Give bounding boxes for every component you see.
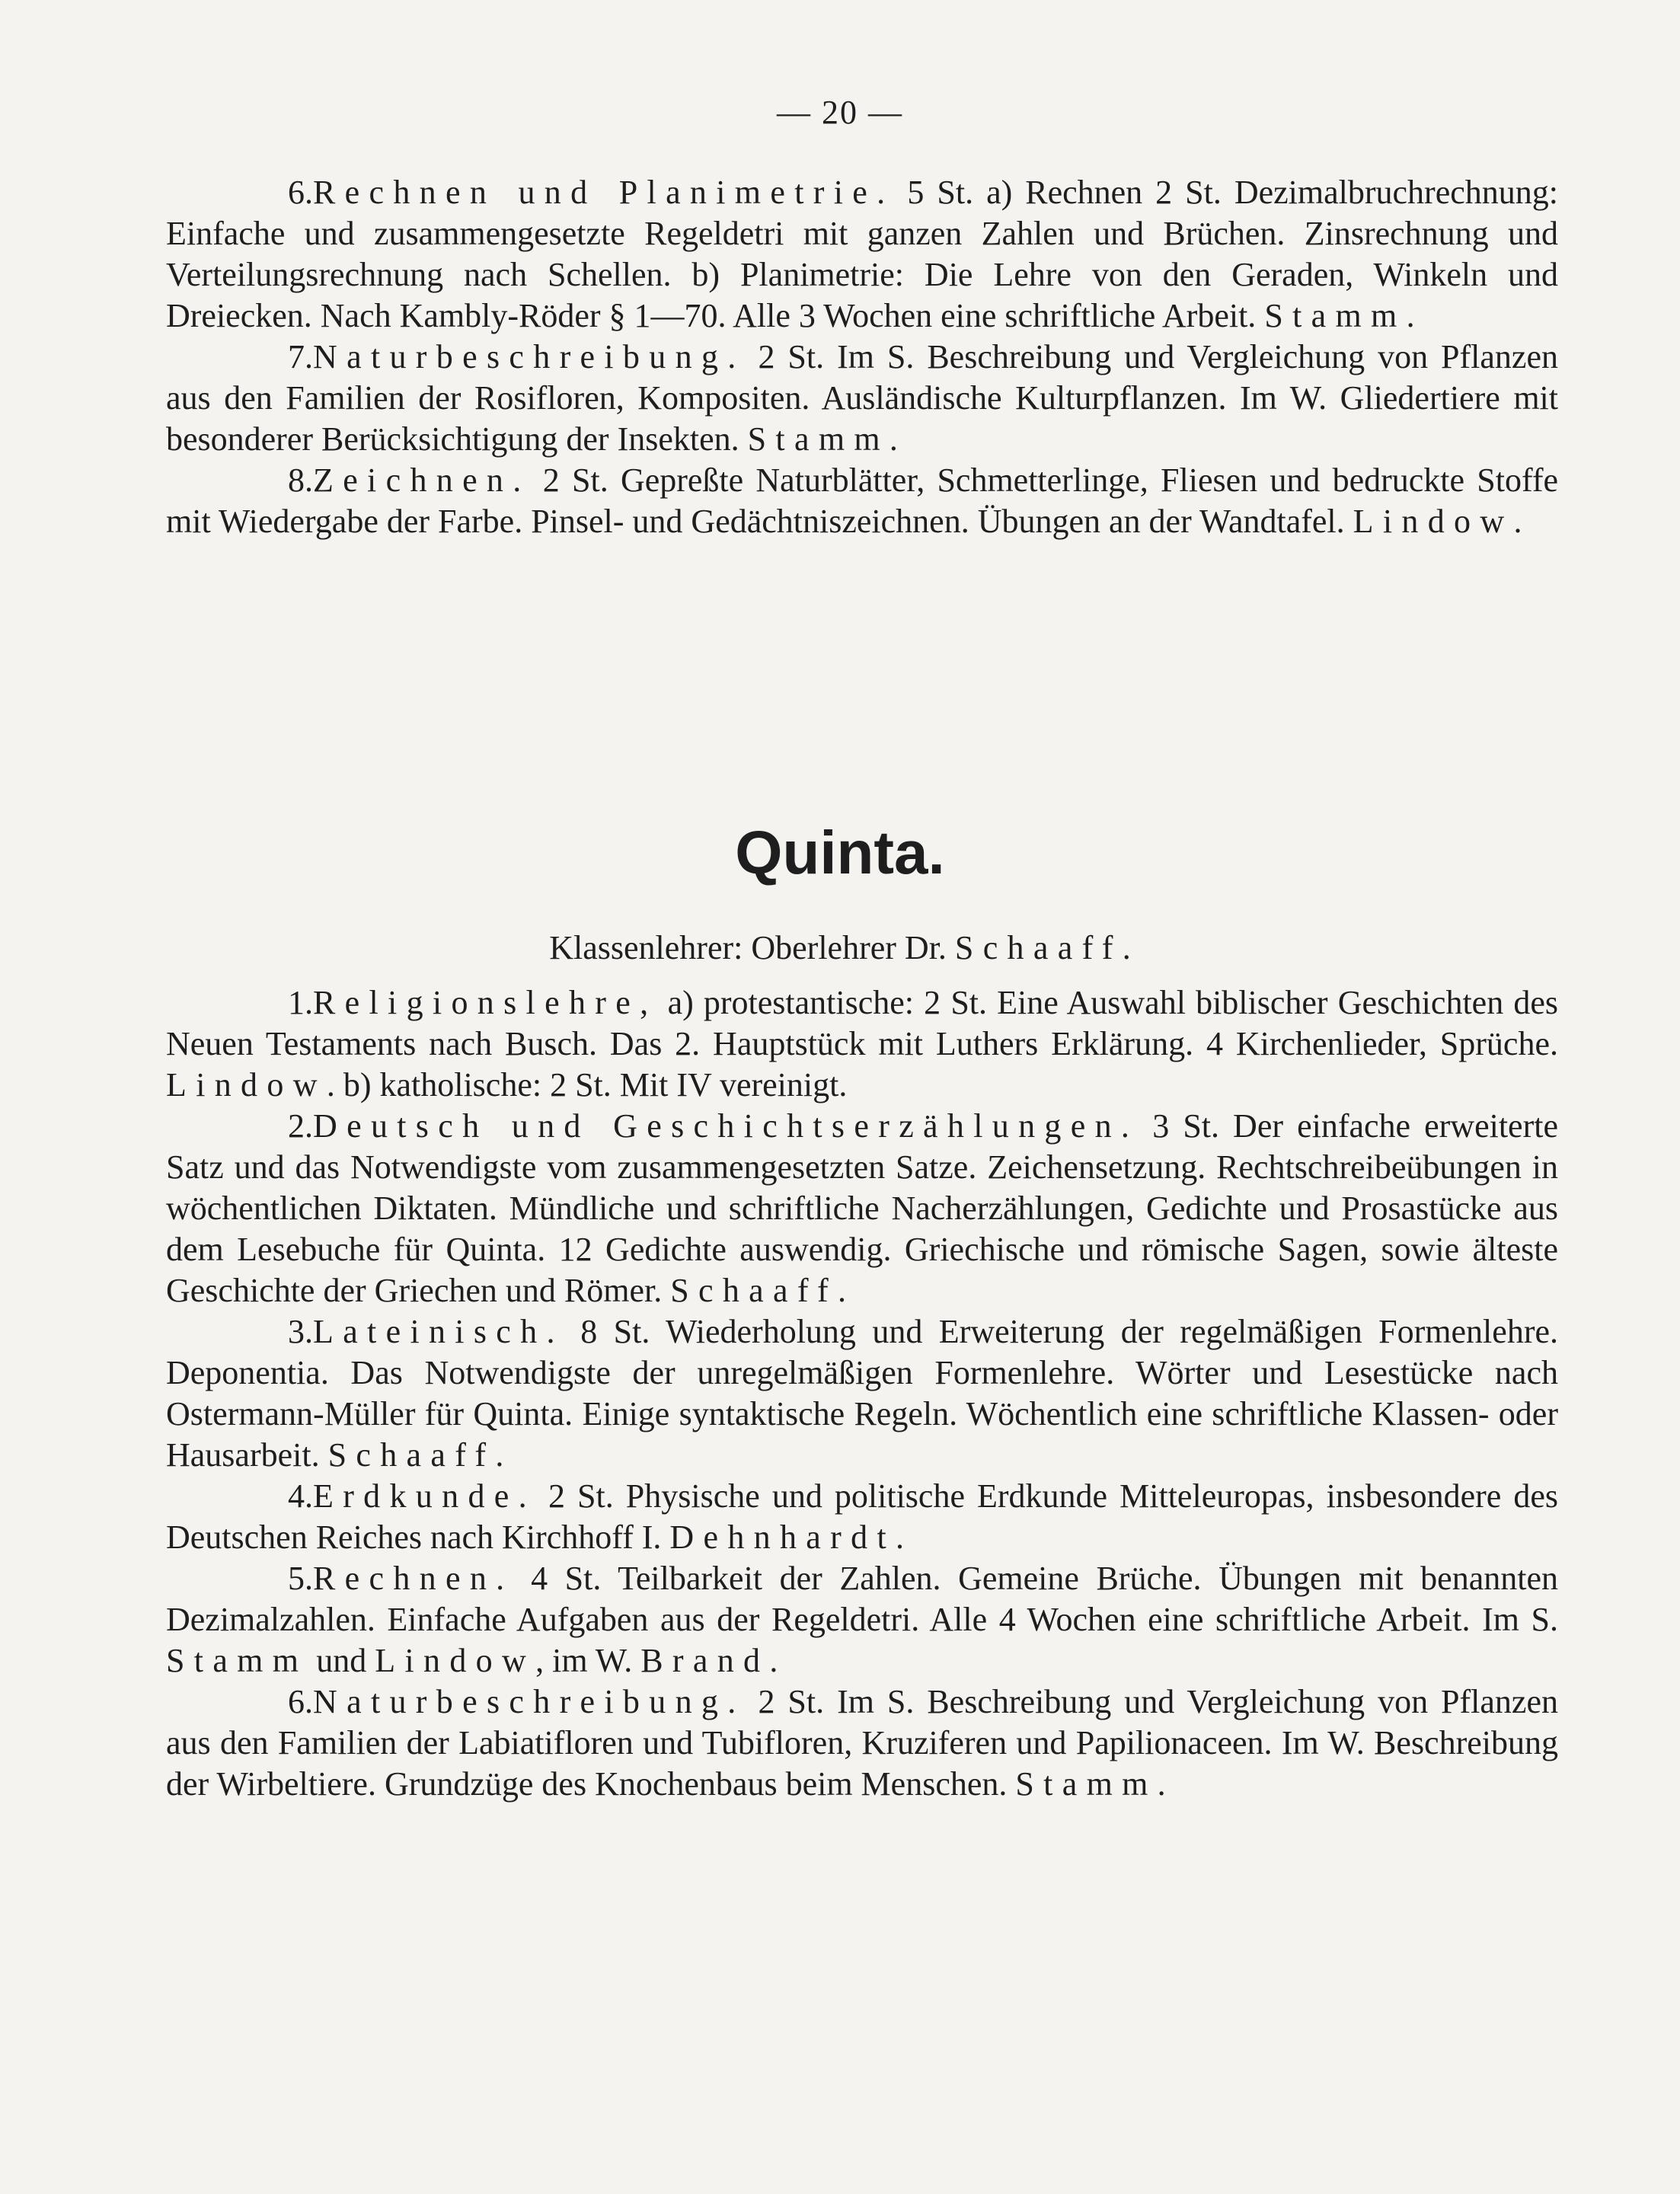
- teacher-name: Stamm: [747, 420, 890, 458]
- teacher-name: Lindow: [1353, 503, 1514, 540]
- item-number: 8.: [288, 461, 313, 499]
- subject-title: Rechnen und Planimetrie.: [313, 174, 895, 211]
- teacher-name: Stamm: [1264, 297, 1407, 334]
- class-teacher-end: .: [1122, 929, 1131, 966]
- item-end: .: [838, 1272, 847, 1309]
- item-end: .: [889, 420, 898, 458]
- class-teacher-label: Klassenlehrer: Oberlehrer Dr.: [549, 929, 955, 966]
- paragraph-deutsch: [166, 1106, 1558, 1311]
- teacher-name: Stamm: [1015, 1765, 1158, 1803]
- paragraph-rechnen: [166, 1558, 1558, 1681]
- subject-title: Erdkunde.: [313, 1477, 536, 1515]
- paragraph-naturbeschreibung: [166, 337, 1558, 460]
- item-end: .: [896, 1519, 904, 1556]
- section-heading: Quinta.: [735, 819, 945, 886]
- item-text: . b) katholische: 2 St. Mit IV vereinigt.: [326, 1066, 848, 1103]
- subject-title: Naturbeschreibung.: [313, 1683, 746, 1720]
- item-number: 4.: [288, 1477, 313, 1515]
- item-end: .: [769, 1642, 778, 1679]
- paragraph-zeichnen: [166, 460, 1558, 542]
- paragraph-naturbeschreibung-quinta: [166, 1681, 1558, 1805]
- paragraph-erdkunde: [166, 1476, 1558, 1558]
- page-number: — 20 —: [777, 94, 903, 131]
- item-end: .: [1157, 1765, 1166, 1803]
- item-text: 2 St. Im S. Beschreibung und Vergleichung von Pflanzen aus den Familien der Rosifloren, Kompositen. Ausländische Kulturpflanzen. Im W. Gliedertiere mit besonderer Berücksichtigung der Insekten.: [166, 338, 1558, 458]
- item-text: 2 St. Gepreßte Naturblätter, Schmetterlinge, Fliesen und bedruckte Stoffe mit Wiedergabe der Farbe. Pinsel- und Gedächtniszeichnen. Übungen an der Wandtafel.: [166, 461, 1558, 540]
- item-text: 2 St. Physische und politische Erdkunde Mitteleuropas, insbesondere des Deutschen Reiches nach Kirchhoff I.: [166, 1477, 1558, 1556]
- item-text: a) protestantische: 2 St. Eine Auswahl biblischer Geschichten des Neuen Testaments nach Busch. Das 2. Hauptstück mit Luthers Erklärung. 4 Kirchenlieder, Sprüche.: [166, 984, 1558, 1062]
- paragraph-rechnen-planimetrie: [166, 172, 1558, 337]
- item-number: 7.: [288, 338, 313, 375]
- item-text: 3 St. Der einfache erweiterte Satz und das Notwendigste vom zusammengesetzten Satze. Zeichensetzung. Rechtschreibeübungen in wöchentlichen Diktaten. Mündliche und schriftliche Nacherzählungen, Gedichte und Prosastücke aus dem Lesebuche für Quinta. 12 Gedichte auswendig. Griechische und römische Sagen, sowie älteste Geschichte der Griechen und Römer.: [166, 1107, 1558, 1309]
- subject-title: Lateinisch.: [313, 1313, 564, 1350]
- item-end: .: [495, 1436, 504, 1474]
- subject-title: Naturbeschreibung.: [313, 338, 746, 375]
- teacher-name: Schaaff: [327, 1436, 496, 1474]
- subject-title: Religionslehre,: [313, 984, 658, 1021]
- subject-title: Rechnen.: [313, 1560, 514, 1597]
- item-number: 5.: [288, 1560, 313, 1597]
- item-end: .: [1406, 297, 1415, 334]
- item-text: 8 St. Wiederholung und Erweiterung der regelmäßigen Formenlehre. Deponentia. Das Notwendigste der unregelmäßigen Formenlehre. Wörter und Lesestücke nach Ostermann-Müller für Quinta. Einige syntaktische Regeln. Wöchentlich eine schriftliche Klassen- oder Hausarbeit.: [166, 1313, 1558, 1474]
- teacher-name: Brand: [640, 1642, 770, 1679]
- class-teacher-line: [0, 928, 1680, 969]
- item-end: .: [1513, 503, 1522, 540]
- item-number: 6.: [288, 174, 313, 211]
- item-text: , im W.: [535, 1642, 641, 1679]
- teacher-name: Schaaff: [670, 1272, 838, 1309]
- item-text: 4 St. Teilbarkeit der Zahlen. Gemeine Brüche. Übungen mit benannten Dezimalzahlen. Einfache Aufgaben aus der Regeldetri. Alle 4 Wochen eine schriftliche Arbeit. Im S.: [166, 1560, 1558, 1638]
- item-text: 2 St. Im S. Beschreibung und Vergleichung von Pflanzen aus den Familien der Labiatifloren und Tubifloren, Kruziferen und Papilionaceen. Im W. Beschreibung der Wirbeltiere. Grundzüge des Knochenbaus beim Menschen.: [166, 1683, 1558, 1803]
- paragraph-lateinisch: [166, 1311, 1558, 1476]
- subject-title: Zeichnen.: [313, 461, 531, 499]
- item-number: 2.: [288, 1107, 313, 1145]
- item-text: und: [308, 1642, 375, 1679]
- subject-title: Deutsch und Geschichtserzählungen.: [313, 1107, 1139, 1145]
- paragraph-religionslehre: [166, 982, 1558, 1106]
- item-number: 1.: [288, 984, 313, 1021]
- item-text: 5 St. a) Rechnen 2 St. Dezimalbruchrechnung: Einfache und zusammengesetzte Regeldetri mit ganzen Zahlen und Brüchen. Zinsrechnung und Verteilungsrechnung nach Schellen. b) Planimetrie: Die Lehre von den Geraden, Winkeln und Dreiecken. Nach Kambly-Röder § 1—70. Alle 3 Wochen eine schriftliche Arbeit.: [166, 174, 1558, 334]
- teacher-name: Stamm: [166, 1642, 308, 1679]
- teacher-name: Dehnhardt: [669, 1519, 896, 1556]
- class-teacher-name: Schaaff: [954, 929, 1123, 966]
- item-number: 6.: [288, 1683, 313, 1720]
- item-number: 3.: [288, 1313, 313, 1350]
- teacher-name: Lindow: [166, 1066, 327, 1103]
- upper-section: [166, 172, 1558, 542]
- teacher-name: Lindow: [375, 1642, 536, 1679]
- quinta-section: [166, 982, 1558, 1805]
